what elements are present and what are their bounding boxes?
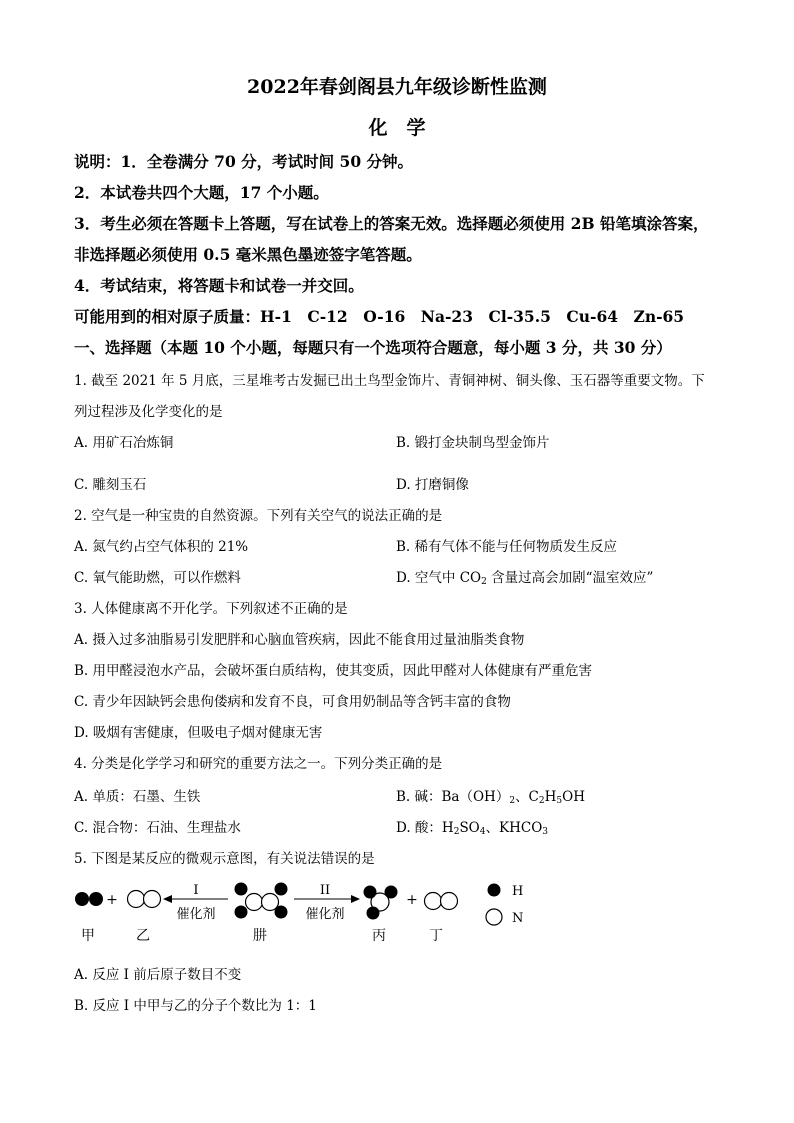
q3-stem: 3. 人体健康离不开化学。下列叙述不正确的是 [74,601,348,617]
instruction-line-1: 说明：1．全卷满分 70 分，考试时间 50 分钟。 [74,152,414,171]
legend-h-label: H [512,884,524,899]
q2-stem: 2. 空气是一种宝贵的自然资源。下列有关空气的说法正确的是 [74,508,443,524]
q1-option-d: D. 打磨铜像 [396,477,469,493]
q4-option-c: C. 混合物：石油、生理盐水 [74,820,241,836]
instruction-line-4: 4．考试结束，将答题卡和试卷一并交回。 [74,276,364,295]
label-bing: 丙 [372,928,386,944]
q4-option-b: B. 碱：$Ba(OH)_2$、$C_2H_5OH$ [396,789,585,806]
instruction-line-2: 2．本试卷共四个大题，17 个小题。 [74,183,329,202]
page-title: 2022年春剑阁县九年级诊断性监测 [247,76,547,98]
q3-option-a: A. 摄入过多油脂易引发肥胖和心脑血管疾病，因此不能食用过量油脂类食物 [74,632,525,648]
molecule-yi-n2 [128,891,161,908]
q1-option-a: A. 用矿石冶炼铜 [74,435,174,451]
q1-stem-line-1: 1. 截至 2021 年 5 月底，三星堆考古发掘已出土鸟型金饰片、青铜神树、铜头像、玉石器等重要文物。下 [74,373,705,389]
q5-option-a: A. 反应 I 前后原子数目不变 [74,967,242,983]
molecule-ding-n2 [425,893,458,910]
molecule-bing-nh3 [364,886,398,920]
q1-option-b: B. 锻打金块制鸟型金饰片 [396,435,550,451]
q1-option-c: C. 雕刻玉石 [74,477,147,493]
q1-stem-line-2: 列过程涉及化学变化的是 [74,404,223,420]
instruction-line-3b: 非选择题必须使用 0.5 毫米黑色墨迹签字笔答题。 [74,245,422,264]
q2-option-d: D. 空气中 $CO_2$ 含量过高会加剧“温室效应” [396,570,654,587]
atomic-masses: 可能用到的相对原子质量：H-1 C-12 O-16 Na-23 Cl-35.5 Cu-64 Zn-65 [74,307,685,326]
q3-option-c: C. 青少年因缺钙会患佝偻病和发育不良，可食用奶制品等含钙丰富的食物 [74,694,511,710]
catalyst-label-2: 催化剂 [305,907,345,922]
arrow-ii-head [351,895,360,903]
legend-n-label: N [512,911,524,926]
label-ding: 丁 [429,928,443,944]
instruction-line-3a: 3．考生必须在答题卡上答题，写在试卷上的答案无效。选择题必须使用 2B 铅笔填涂答案， [74,214,709,233]
q2-option-b: B. 稀有气体不能与任何物质发生反应 [396,539,618,555]
label-jing: 肼 [253,928,267,944]
label-yi: 乙 [136,928,150,944]
q3-option-b: B. 用甲醛浸泡水产品，会破坏蛋白质结构，使其变质，因此甲醛对人体健康有严重危害 [74,663,593,679]
q2-option-a: A. 氮气约占空气体积的 21% [74,539,249,555]
subject-title: 化 学 [368,117,426,139]
legend-h-icon [488,884,501,897]
arrow-i-head [163,895,172,903]
plus-sign-1: + [106,892,118,908]
q5-option-b: B. 反应 I 中甲与乙的分子个数比为 1：1 [74,998,317,1014]
q4-stem: 4. 分类是化学学习和研究的重要方法之一。下列分类正确的是 [74,756,443,772]
q2-option-c: C. 氧气能助燃，可以作燃料 [74,570,241,586]
q3-option-d: D. 吸烟有害健康，但吸电子烟对健康无害 [74,725,323,741]
label-jia: 甲 [81,928,95,944]
catalyst-label-1: 催化剂 [176,907,216,922]
legend-n-icon [486,909,502,925]
molecule-jing-n2h4 [235,883,288,919]
plus-sign-2: + [406,892,418,908]
step-i-label: I [193,883,199,898]
reaction-microscopic-diagram [0,872,794,952]
q4-option-d: D. 酸：$H_2SO_4$、$KHCO_3$ [396,820,548,837]
q5-stem: 5. 下图是某反应的微观示意图，有关说法错误的是 [74,851,375,867]
q4-option-a: A. 单质：石墨、生铁 [74,789,201,805]
step-ii-label: II [319,883,331,898]
molecule-jia-h2 [75,892,103,906]
section-heading: 一、选择题（本题 10 个小题，每题只有一个选项符合题意，每小题 3 分，共 30 分） [74,338,672,357]
